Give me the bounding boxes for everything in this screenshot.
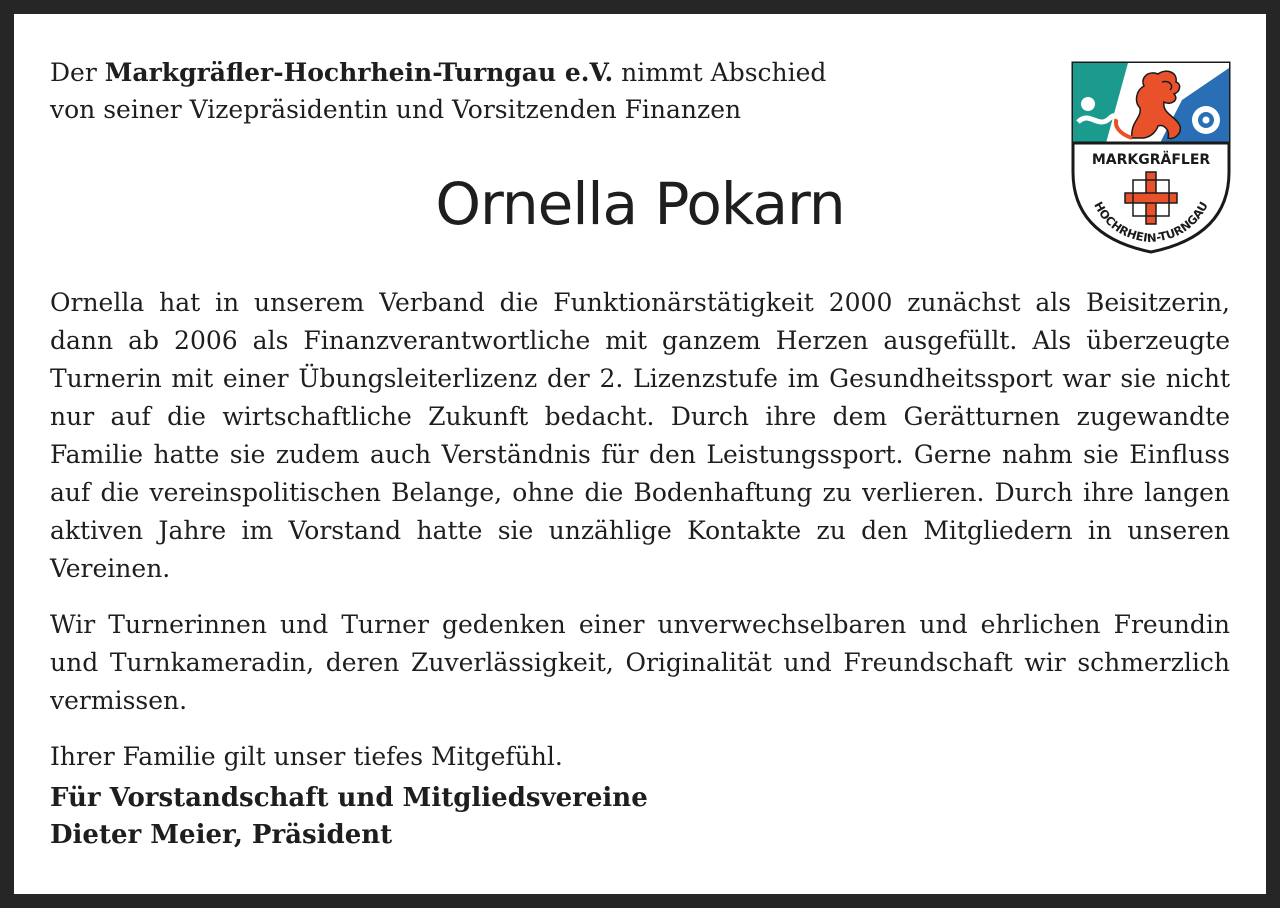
signature-line-2: Dieter Meier, Präsident (50, 820, 393, 850)
intro-suffix: nimmt Abschied (621, 58, 827, 87)
intro-line-1 (50, 54, 950, 91)
obituary-body (50, 284, 1230, 794)
paragraph-tribute: Ornella hat in unserem Verband die Funktionärstätigkeit 2000 zunächst als Beisitzerin, dann ab 2006 als Finanzverantwortliche mit ganzem Herzen ausgefüllt. Als überzeugte Turnerin mit einer Übungsleiterlizenz der 2. Lizenzstufe im Gesundheitssport war sie nicht nur auf die wirtschaftliche Zukunft bedacht. Durch ihre dem Gerätturnen zugewandte Familie hatte sie zudem auch Verständnis für den Leistungssport. Gerne nahm sie Einfluss auf die vereinspolitischen Belange, ohne die Bodenhaftung zu verlieren. Durch ihre langen aktiven Jahre im Vorstand hatte sie unzählige Kontakte zu den Mitgliedern in unseren Vereinen. (50, 288, 1230, 583)
intro-prefix: Der (50, 58, 97, 87)
deceased-name: Ornella Pokarn (435, 170, 845, 238)
obituary-card (14, 14, 1266, 894)
paragraph-remembrance: Wir Turnerinnen und Turner gedenken einer unverwechselbaren und ehrlichen Freundin und Turnkameradin, deren Zuverlässigkeit, Originalität und Freundschaft wir schmerzlich vermissen. (50, 610, 1230, 715)
intro-text (50, 54, 950, 128)
signature-block (50, 780, 648, 854)
organization-name: Markgräfler-Hochrhein-Turngau e.V. (104, 58, 614, 87)
turngau-logo-icon (1070, 60, 1232, 256)
logo-arc-text: HOCHRHEIN-TURNGAU (1091, 199, 1211, 246)
signature-line-1: Für Vorstandschaft und Mitgliedsvereine (50, 783, 648, 813)
paragraph-condolence: Ihrer Familie gilt unser tiefes Mitgefühl. (50, 742, 563, 771)
intro-line-2: von seiner Vizepräsidentin und Vorsitzenden Finanzen (50, 95, 742, 124)
logo-top-text: MARKGRÄFLER (1091, 152, 1211, 168)
